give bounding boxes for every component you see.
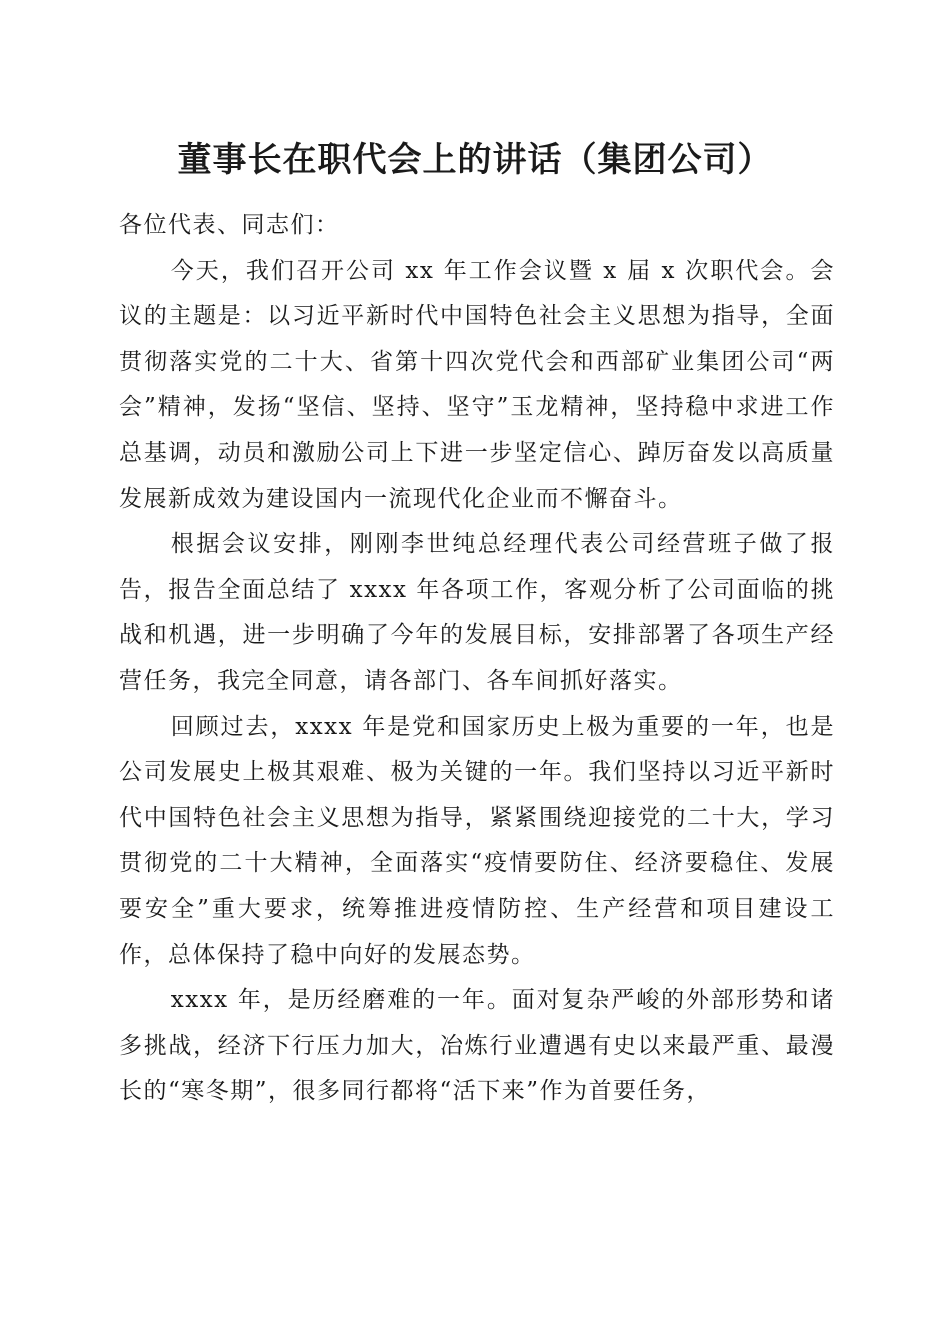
document-title: 董事长在职代会上的讲话（集团公司） xyxy=(177,140,773,180)
paragraph-1: 今天，我们召开公司 xx 年工作会议暨 x 届 x 次职代会。会议的主题是：以习近平新时代中国特色社会主义思想为指导，全面贯彻落实党的二十大、省第十四次党代会和西部矿业集团公司“两会”精神，发扬“坚信、坚持、坚守”玉龙精神，坚持稳中求进工作总基调，动员和激励公司上下进一步坚定信心、踔厉奋发以高质量发展新成效为建设国内一流现代化企业而不懈奋斗。 xyxy=(119,257,835,512)
paragraph-2: 根据会议安排，刚刚李世纯总经理代表公司经营班子做了报告，报告全面总结了 xxxx 年各项工作，客观分析了公司面临的挑战和机遇，进一步明确了今年的发展目标，安排部署了各项生产经营任务，我完全同意，请各部门、各车间抓好落实。 xyxy=(119,531,835,694)
salutation: 各位代表、同志们： xyxy=(119,212,340,238)
paragraph-4: xxxx 年，是历经磨难的一年。面对复杂严峻的外部形势和诸多挑战，经济下行压力加大，冶炼行业遭遇有史以来最严重、最漫长的“寒冬期”，很多同行都将“活下来”作为首要任务， xyxy=(119,987,835,1105)
document-body xyxy=(119,203,835,1115)
paragraph-3: 回顾过去，xxxx 年是党和国家历史上极为重要的一年，也是公司发展史上极其艰难、极为关键的一年。我们坚持以习近平新时代中国特色社会主义思想为指导，紧紧围绕迎接党的二十大，学习贯彻党的二十大精神，全面落实“疫情要防住、经济要稳住、发展要安全”重大要求，统筹推进疫情防控、生产经营和项目建设工作，总体保持了稳中向好的发展态势。 xyxy=(119,713,835,968)
